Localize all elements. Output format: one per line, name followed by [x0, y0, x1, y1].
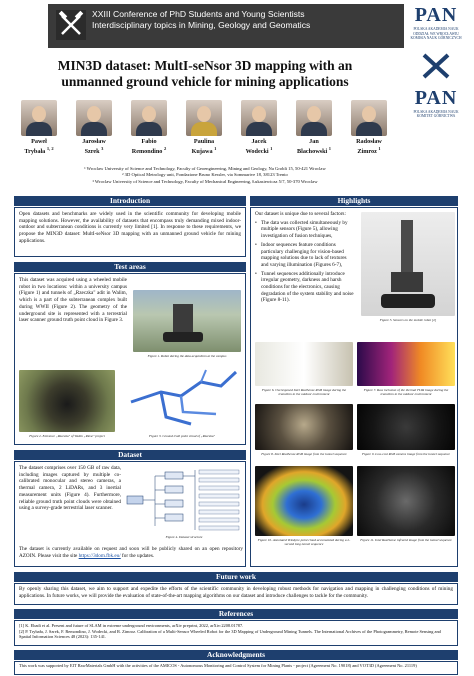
- highlights-list: [255, 220, 355, 304]
- author-last: Trybała: [24, 148, 46, 156]
- title-line1: MIN3D dataset: MultI-seNsor 3D mapping with an: [57, 58, 353, 73]
- references-box: [14, 620, 458, 646]
- author-photo: [241, 100, 277, 136]
- figure-9-caption: Figure 9. Low-cost RGB camera image from the tunnel sequence: [361, 452, 451, 456]
- author-aff: 1: [328, 146, 332, 151]
- future-work-text: By openly sharing this dataset, we aim to support and expedite the efforts of the scientific community in developing robust methods for navigation and mapping in challenging conditions of mining applications. In future works, we will provide the evaluation of state-of-the-art mapping algorithms on our dataset and introduce challenges to tackle for the community.: [19, 586, 453, 599]
- author-last: Zimroz: [357, 148, 377, 156]
- figure-5-caption: Figure 5. Sensors on the mobile robot [2]: [379, 318, 437, 322]
- introduction-text: Open datasets and benchmarks are widely used in the scientific community for developing mobile mapping solutions. However, the availability of datasets that encompass truly demanding mixed indoor-outdoor and subterranean conditions is currently very limited [1]. In response to these requirements, we propose the MIN3D dataset: MultI-seNsor 3D mapping with an unmanned ground vehicle for mining applications.: [19, 211, 241, 244]
- dataset-note-suffix: for the updates.: [122, 552, 155, 559]
- highlights-heading: Highlights: [250, 196, 458, 206]
- velodyne-point-cloud: [255, 466, 353, 536]
- figure-8-caption: Figure 8. Intel RealSense RGB image from the tunnel sequence: [261, 452, 347, 456]
- title-line2: unmanned ground vehicle for mining applications: [61, 74, 349, 89]
- dataset-box: [14, 461, 246, 567]
- pan-sub1: POLSKA AKADEMIA NAUK: [413, 27, 459, 31]
- author-card: [75, 100, 113, 155]
- introduction-box: [14, 207, 246, 257]
- author-aff: 2: [163, 146, 167, 151]
- author-card: [295, 100, 333, 155]
- acknowledgments-text: This work was supported by EIT RawMaterials GmbH with the activities of the AMICOS - Autonomous Monitoring and Control System for Mining Plants - project (Agreement No. 19018) and VOT3D (Agreement No. 21119): [19, 663, 417, 668]
- author-row: [20, 100, 390, 164]
- reference-item: [1] K. Ebadi et al. Present and future of SLAM in extreme underground environments, arXiv preprint, 2022, arXiv:2208.01787.: [19, 623, 244, 628]
- dataset-text: The dataset comprises over 150 GB of raw data, including images captured by multiple co-calibrated monocular and stereo cameras, a thermal camera, 2 LiDARs, and 3 inertial measurement units (Figure 4). Furthermore, reliable ground truth point clouds were obtained using a survey-grade terrestrial laser scanner.: [19, 465, 121, 512]
- author-first: Radosław: [356, 138, 382, 145]
- figure-1-caption: Figure 1. Robot during the data acquisition at the campus: [147, 354, 227, 358]
- hammer-pick-logo-icon: [56, 10, 86, 40]
- poster-title: [10, 58, 400, 90]
- pan-sub3: KOMISJA NAUK GÓRNICZYCH: [410, 36, 462, 40]
- author-first: Jan: [309, 138, 319, 145]
- pan-sub2: ODDZIAŁ WE WROCŁAWIU: [413, 31, 459, 36]
- highlights-box: [250, 207, 458, 567]
- author-first: Paulina: [193, 138, 215, 145]
- figure-3-caption: Figure 3. Ground truth point cloud of „Rzeczka": [149, 434, 215, 438]
- infrared-tunnel-photo: [357, 466, 455, 536]
- future-work-heading: Future work: [14, 572, 458, 582]
- author-aff: 3: [101, 146, 104, 151]
- figure-6-caption: Figure 6. Overexposed Intel RealSense RGB image during the transition to the outdoor environment: [261, 388, 347, 396]
- affiliations: [10, 166, 400, 185]
- conference-line1: XXIII Conference of PhD Students and Young Scientists: [92, 9, 305, 19]
- pan-logo-text: PAN: [414, 4, 458, 26]
- hammer-pick-emblem-icon: [418, 51, 454, 81]
- author-photo: [131, 100, 167, 136]
- pan-logo-text: PAN: [414, 86, 458, 109]
- highlights-text: [255, 211, 355, 306]
- author-last: Remondino: [131, 148, 163, 156]
- author-card: [240, 100, 278, 155]
- author-last: Blachowski: [296, 148, 328, 156]
- robot-campus-photo: [133, 290, 241, 352]
- author-photo: [76, 100, 112, 136]
- introduction-heading: Introduction: [14, 196, 246, 206]
- author-photo: [21, 100, 57, 136]
- test-areas-heading: Test areas: [14, 262, 246, 272]
- ground-truth-point-cloud: [121, 362, 243, 434]
- author-last: Szrek: [84, 148, 100, 156]
- pan-sub5: KOMITET GÓRNICTWA: [416, 114, 456, 118]
- dataset-structure-diagram: [125, 468, 243, 534]
- figure-4-caption: Figure 4. Dataset structure: [165, 535, 203, 539]
- tunnel-rgb-photo: [255, 404, 353, 450]
- author-first: Jacek: [251, 138, 267, 145]
- author-last: Kujawa: [191, 148, 213, 156]
- tunnel-entrance-photo: [19, 370, 115, 432]
- highlights-intro: Our dataset is unique due to several factors:: [255, 211, 346, 217]
- author-aff: 1, 2: [46, 146, 54, 151]
- figure-2-caption: Figure 2. Entrance „Rzeczka" of Walim „Riese" project: [29, 434, 105, 438]
- figure-10-caption: Figure 10. Annotated Velodyne point cloud accumulated during a 2-second long tunnel sequence: [257, 538, 351, 546]
- thermal-image: [357, 342, 455, 386]
- author-aff: 1: [214, 146, 217, 151]
- highlight-item: • The data was collected simultaneously by multiple sensors (Figure 5), allowing investigation of fusion techniques,: [255, 220, 355, 240]
- figure-11-caption: Figure 11. Intel RealSense infrared image from the tunnel sequence: [360, 538, 452, 542]
- author-aff: 1: [270, 146, 273, 151]
- test-areas-text: This dataset was acquired using a wheeled mobile robot in two locations: within a university campus (Figure 1) and tunnels of „Rzeczka" adit in Walim, which is a part of the subterranean complex built during WWII (Figure 2). The geometry of the underground site is represented with a terrestrial laser scanner ground truth point cloud in Figure 3.: [19, 277, 127, 324]
- author-first: Fabio: [141, 138, 157, 145]
- author-card: [185, 100, 223, 155]
- author-last: Wodecki: [245, 148, 269, 156]
- reference-item: [2] P. Trybała, J. Szrek, F. Remondino, J. Wodecki, and R. Zimroz. Calibration of a Multi-Sensor Wheeled Robot for the 3D Mapping of Underground Mining Tunnels. The International Archives of the Photogrammetry, Remote Sensing and Spatial Information Sciences 48 (2023): 135-141.: [19, 628, 441, 640]
- affiliation-line: ¹ Wroclaw University of Science and Technology, Faculty of Geoengineering, Mining and Geology, Na Grobli 15, 50-421 Wroclaw: [84, 166, 326, 171]
- highlight-item: • Indoor sequences feature conditions particulary challenging for vision-based mapping solutions due to lack of textures and varying illumination (Figures 6-7),: [255, 242, 355, 269]
- conference-banner: [48, 4, 404, 48]
- overexposed-rgb-photo: [255, 342, 353, 386]
- author-card: [130, 100, 168, 155]
- acknowledgments-heading: Acknowledgments: [14, 650, 458, 660]
- author-photo: [186, 100, 222, 136]
- pan-sub4: POLSKA AKADEMIA NAUK: [413, 109, 459, 114]
- highlight-item: • Tunnel sequences additionally introduce irregular geometry, darkness and harsh conditions for the electronics, causing degradation of the system stability and noise (Figure 8-11).: [255, 271, 355, 305]
- author-first: Paweł: [31, 138, 47, 145]
- author-photo: [351, 100, 387, 136]
- robot-sensors-photo: [361, 212, 455, 316]
- low-cost-rgb-photo: [357, 404, 455, 450]
- author-card: [350, 100, 388, 155]
- affiliation-line: ² 3D Optical Metrology unit, Fondazione Bruno Kessler, via Sommarive 18, 38123 Trento: [122, 172, 288, 178]
- author-card: [20, 100, 58, 155]
- dataset-note-prefix: The dataset is currently available on request and soon will be publicly shared on an open repository AZOIN. Please visit the site: [19, 546, 243, 559]
- references-heading: References: [14, 609, 458, 619]
- figure-7-caption: Figure 7. Raw inclusion of the thermal FLIR image during the transition to the outdoor environment: [363, 388, 449, 396]
- pan-logo-bottom: [402, 87, 470, 119]
- repository-link[interactable]: https://3dom.fbk.eu/: [78, 552, 121, 559]
- pan-logos: [402, 4, 470, 119]
- author-aff: 1: [378, 146, 381, 151]
- dataset-heading: Dataset: [14, 450, 246, 460]
- acknowledgments-box: [14, 661, 458, 675]
- author-first: Jarosław: [82, 138, 106, 145]
- author-photo: [296, 100, 332, 136]
- dataset-availability-note: [19, 546, 243, 559]
- future-work-box: [14, 583, 458, 605]
- affiliation-line: ³ Wroclaw University of Science and Technology, Faculty of Mechanical Engineering, Łukasiewicza 5/7, 50-370 Wroclaw: [92, 178, 318, 184]
- conference-text: [92, 9, 310, 31]
- conference-line2: Interdisciplinary topics in Mining, Geology and Geomatics: [92, 20, 311, 30]
- pan-logo-top: [402, 4, 470, 41]
- test-areas-box: [14, 273, 246, 445]
